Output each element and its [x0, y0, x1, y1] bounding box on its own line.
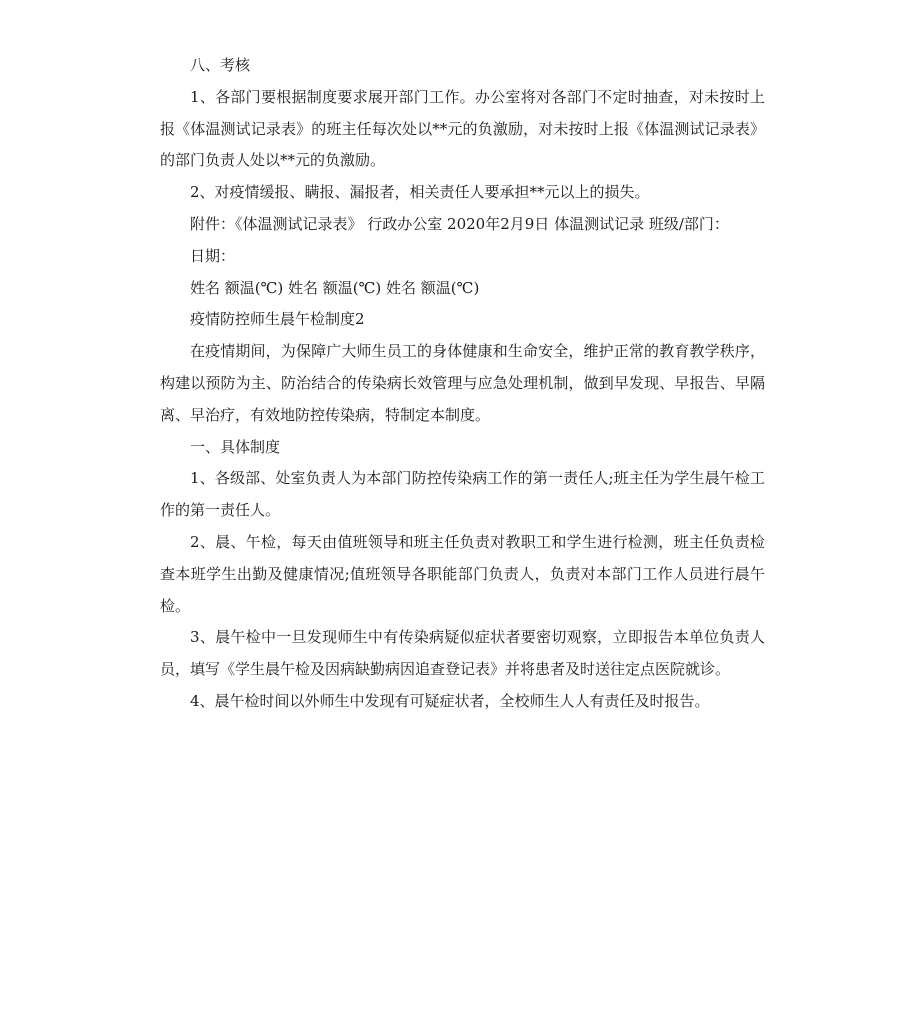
paragraph-table-header: 姓名 额温(℃) 姓名 额温(℃) 姓名 额温(℃) [190, 278, 480, 297]
section-heading-specific-rules: 一、具体制度 [190, 437, 281, 456]
paragraph-intro: 在疫情期间，为保障广大师生员工的身体健康和生命安全，维护正常的教育教学秩序，构建以预防为主、防治结合的传染病长效管理与应急处理机制，做到早发现、早报告、早隔离、早治疗，有效地防控传染病，特制定本制度。 [160, 342, 765, 424]
paragraph-rule-4: 4、晨午检时间以外师生中发现有可疑症状者，全校师生人人有责任及时报告。 [190, 691, 710, 710]
paragraph-assessment-1: 1、各部门要根据制度要求展开部门工作。办公室将对各部门不定时抽查，对未按时上报《体温测试记录表》的班主任每次处以**元的负激励，对未按时上报《体温测试记录表》的部门负责人处以**元的负激励。 [160, 87, 765, 170]
paragraph-rule-2: 2、晨、午检，每天由值班领导和班主任负责对教职工和学生进行检测，班主任负责检查本班学生出勤及健康情况;值班领导各职能部门负责人，负责对本部门工作人员进行晨午检。 [160, 532, 765, 615]
paragraph-rule-3: 3、晨午检中一旦发现师生中有传染病疑似症状者要密切观察，立即报告本单位负责人员，填写《学生晨午检及因病缺勤病因追查登记表》并将患者及时送往定点医院就诊。 [160, 628, 765, 679]
document-title-2: 疫情防控师生晨午检制度2 [190, 310, 365, 329]
document-body [160, 50, 765, 718]
paragraph-assessment-2: 2、对疫情缓报、瞒报、漏报者，相关责任人要承担**元以上的损失。 [190, 183, 650, 202]
paragraph-date-label: 日期： [190, 246, 236, 265]
paragraph-attachment: 附件：《体温测试记录表》 行政办公室 2020年2月9日 体温测试记录 班级/部门： [190, 214, 729, 233]
paragraph-rule-1: 1、各级部、处室负责人为本部门防控传染病工作的第一责任人;班主任为学生晨午检工作的第一责任人。 [160, 469, 765, 520]
section-heading-assessment: 八、考核 [190, 56, 251, 74]
